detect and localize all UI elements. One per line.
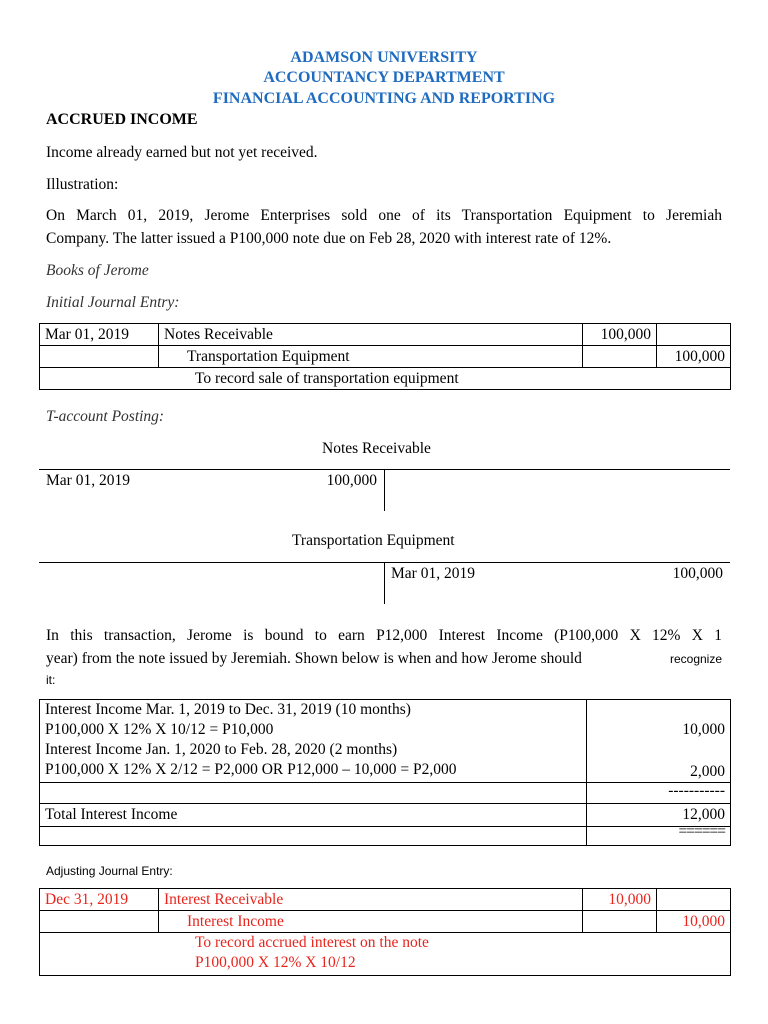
definition-text: Income already earned but not yet received. <box>46 144 318 161</box>
section-title: ACCRUED INCOME <box>46 111 198 128</box>
calc-row <box>40 700 731 741</box>
adj-credit-cell-empty <box>657 889 731 911</box>
taccount-label: T-account Posting: <box>46 408 165 425</box>
adj-debit-account: Interest Receivable <box>159 889 583 911</box>
calc-row <box>40 827 731 846</box>
taccount-notes-title: Notes Receivable <box>322 440 431 457</box>
calc-dash-rule: ----------- <box>587 783 731 804</box>
credit-account: Transportation Equipment <box>159 346 583 368</box>
calc-period-2 <box>40 740 587 783</box>
adj-explanation-line-2: P100,000 X 12% X 10/12 <box>195 954 356 971</box>
adj-credit-account: Interest Income <box>159 911 583 933</box>
taccount-equipment-center-rule <box>384 562 385 604</box>
taccount-equipment-credit-amount: 100,000 <box>672 565 723 582</box>
taccount-equipment-title: Transportation Equipment <box>292 532 455 549</box>
adj-entry-date: Dec 31, 2019 <box>40 889 159 911</box>
entry-explanation: To record sale of transportation equipment <box>40 368 731 390</box>
journal-row <box>40 933 731 976</box>
journal-row <box>40 324 731 346</box>
credit-amount: 100,000 <box>657 346 731 368</box>
adj-debit-cell-empty <box>583 911 657 933</box>
adjusting-entry-label: Adjusting Journal Entry: <box>46 864 173 878</box>
initial-entry-label: Initial Journal Entry: <box>46 294 180 311</box>
entry-date: Mar 01, 2019 <box>40 324 159 346</box>
header-course: FINANCIAL ACCOUNTING AND REPORTING <box>212 90 556 107</box>
calc-period-1-amount: 10,000 <box>587 700 731 741</box>
calc-spacer-bottom <box>40 827 587 846</box>
journal-row <box>40 346 731 368</box>
adj-credit-amount: 10,000 <box>657 911 731 933</box>
calc-total-label: Total Interest Income <box>40 804 587 827</box>
explanation-line-2-small: recognize <box>669 652 722 666</box>
calc-period-2-title: Interest Income Jan. 1, 2020 to Feb. 28, 2020 (2 months) <box>45 741 398 758</box>
calc-row <box>40 804 731 827</box>
debit-account: Notes Receivable <box>159 324 583 346</box>
calc-period-1-formula: P100,000 X 12% X 10/12 = P10,000 <box>45 721 274 738</box>
initial-journal-entry <box>39 323 731 390</box>
adj-debit-amount: 10,000 <box>583 889 657 911</box>
taccount-notes-debit-amount: 100,000 <box>326 472 377 489</box>
scenario-line-1: On March 01, 2019, Jerome Enterprises sold one of its Transportation Equipment to Jeremiah <box>46 207 722 224</box>
explanation-line-2 <box>46 650 722 668</box>
calc-period-1 <box>40 700 587 741</box>
calc-period-1-title: Interest Income Mar. 1, 2019 to Dec. 31, 2019 (10 months) <box>45 701 411 718</box>
date-cell-empty <box>40 346 159 368</box>
illustration-label: Illustration: <box>46 176 119 193</box>
explanation-line-3: it: <box>46 673 56 687</box>
adj-entry-explanation <box>40 933 731 976</box>
adjusting-journal-entry <box>39 888 731 976</box>
adj-date-cell-empty <box>40 911 159 933</box>
journal-row <box>40 368 731 390</box>
debit-amount: 100,000 <box>583 324 657 346</box>
adj-explanation-line-1: To record accrued interest on the note <box>195 934 429 951</box>
debit-cell-empty <box>583 346 657 368</box>
calc-row <box>40 740 731 783</box>
books-label: Books of Jerome <box>46 262 149 279</box>
credit-cell-empty <box>657 324 731 346</box>
taccount-equipment-credit-date: Mar 01, 2019 <box>391 565 475 582</box>
journal-row <box>40 911 731 933</box>
explanation-line-2-main: year) from the note issued by Jeremiah. Shown below is when and how Jerome should <box>46 650 582 667</box>
calc-spacer <box>40 783 587 804</box>
taccount-notes-center-rule <box>384 469 385 511</box>
scenario-line-2: Company. The latter issued a P100,000 note due on Feb 28, 2020 with interest rate of 12%. <box>46 230 612 247</box>
journal-row <box>40 889 731 911</box>
explanation-line-1: In this transaction, Jerome is bound to earn P12,000 Interest Income (P100,000 X 12% X 1 <box>46 627 722 644</box>
taccount-notes-debit-date: Mar 01, 2019 <box>46 472 130 489</box>
header-department: ACCOUNTANCY DEPARTMENT <box>263 69 505 86</box>
interest-calculation-table <box>39 699 731 846</box>
calc-row <box>40 783 731 804</box>
calc-double-rule: ====== <box>587 827 731 846</box>
calc-total-amount: 12,000 <box>587 804 731 827</box>
calc-period-2-formula: P100,000 X 12% X 2/12 = P2,000 OR P12,000 – 10,000 = P2,000 <box>45 761 457 778</box>
header-university: ADAMSON UNIVERSITY <box>290 49 478 66</box>
calc-period-2-amount: 2,000 <box>587 740 731 783</box>
